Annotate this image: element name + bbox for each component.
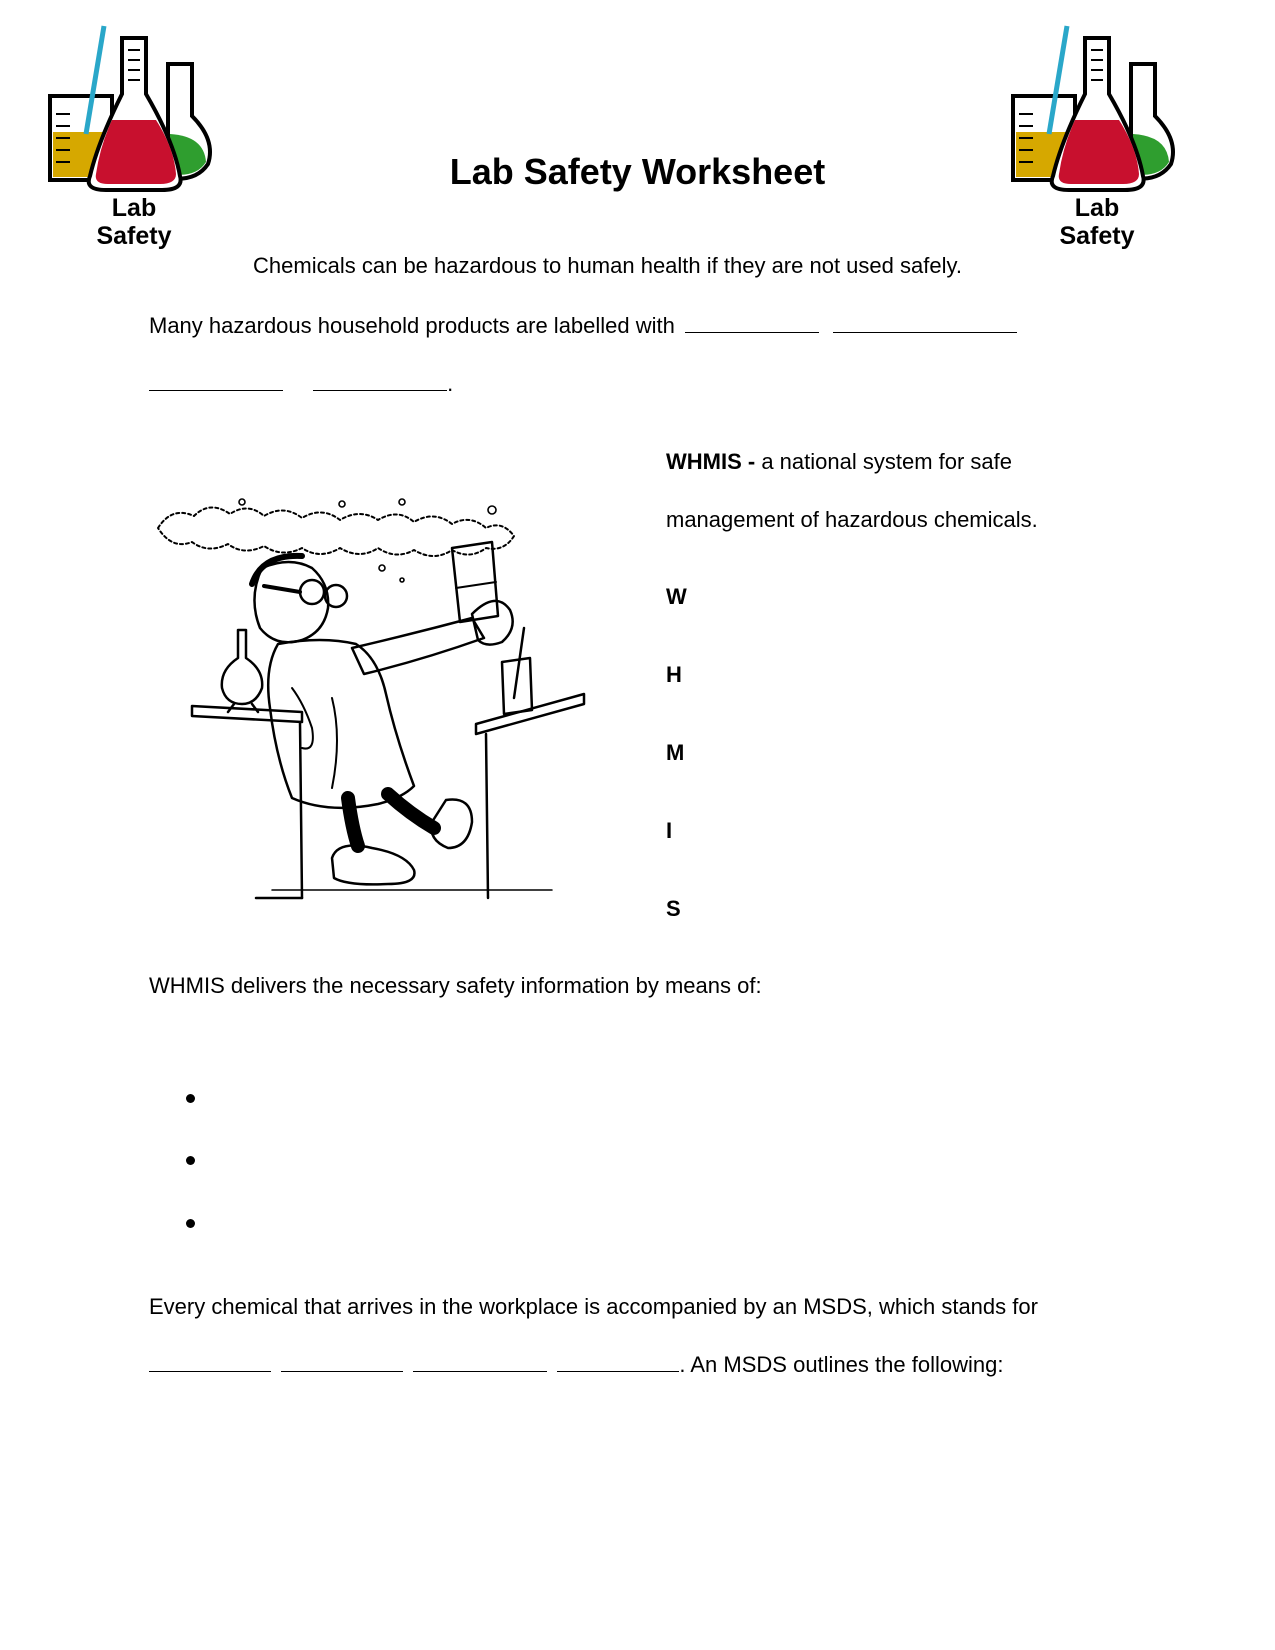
- whmis-definition-line1: [666, 448, 1012, 476]
- whmis-definition-line2: management of hazardous chemicals.: [666, 507, 1038, 532]
- answer-blank[interactable]: [833, 312, 1017, 333]
- msds-text-line2: [149, 1351, 1003, 1379]
- answer-blank[interactable]: [313, 370, 447, 391]
- page-title: Lab Safety Worksheet: [449, 151, 826, 192]
- bullet-point: [186, 1156, 195, 1165]
- answer-blank[interactable]: [685, 312, 819, 333]
- whmis-letter-w: W: [666, 584, 687, 609]
- whmis-delivers-text: WHMIS delivers the necessary safety information by means of:: [149, 973, 762, 998]
- logo-text-safety: Safety: [1059, 222, 1135, 250]
- period: .: [447, 371, 454, 396]
- msds-text-line1: Every chemical that arrives in the workplace is accompanied by an MSDS, which stands for: [149, 1294, 1038, 1319]
- answer-blank[interactable]: [149, 1351, 271, 1372]
- household-question-line2: [149, 370, 453, 398]
- answer-blank[interactable]: [557, 1351, 679, 1372]
- bullet-point: [186, 1219, 195, 1228]
- bullet-point: [186, 1094, 195, 1103]
- answer-blank[interactable]: [149, 370, 283, 391]
- household-text: Many hazardous household products are labelled with: [149, 313, 675, 338]
- whmis-term: WHMIS -: [666, 449, 756, 474]
- logo-text-lab: Lab: [111, 194, 157, 222]
- intro-text: Chemicals can be hazardous to human health if they are not used safely.: [253, 253, 962, 278]
- logo-text-safety: Safety: [96, 222, 172, 250]
- msds-text-end: . An MSDS outlines the following:: [679, 1352, 1004, 1377]
- whmis-letter-i: I: [666, 818, 673, 843]
- lab-safety-logo-right: [1007, 24, 1187, 254]
- logo-text-lab: Lab: [1074, 194, 1120, 222]
- household-question: [149, 312, 1017, 340]
- answer-blank[interactable]: [413, 1351, 547, 1372]
- lab-safety-logo-left: [44, 24, 224, 254]
- scientist-illustration: [152, 498, 608, 938]
- answer-blank[interactable]: [281, 1351, 403, 1372]
- whmis-letter-h: H: [666, 662, 682, 687]
- whmis-letter-m: M: [666, 740, 685, 765]
- whmis-letter-s: S: [666, 896, 681, 921]
- whmis-definition-part1: a national system for safe: [761, 449, 1013, 474]
